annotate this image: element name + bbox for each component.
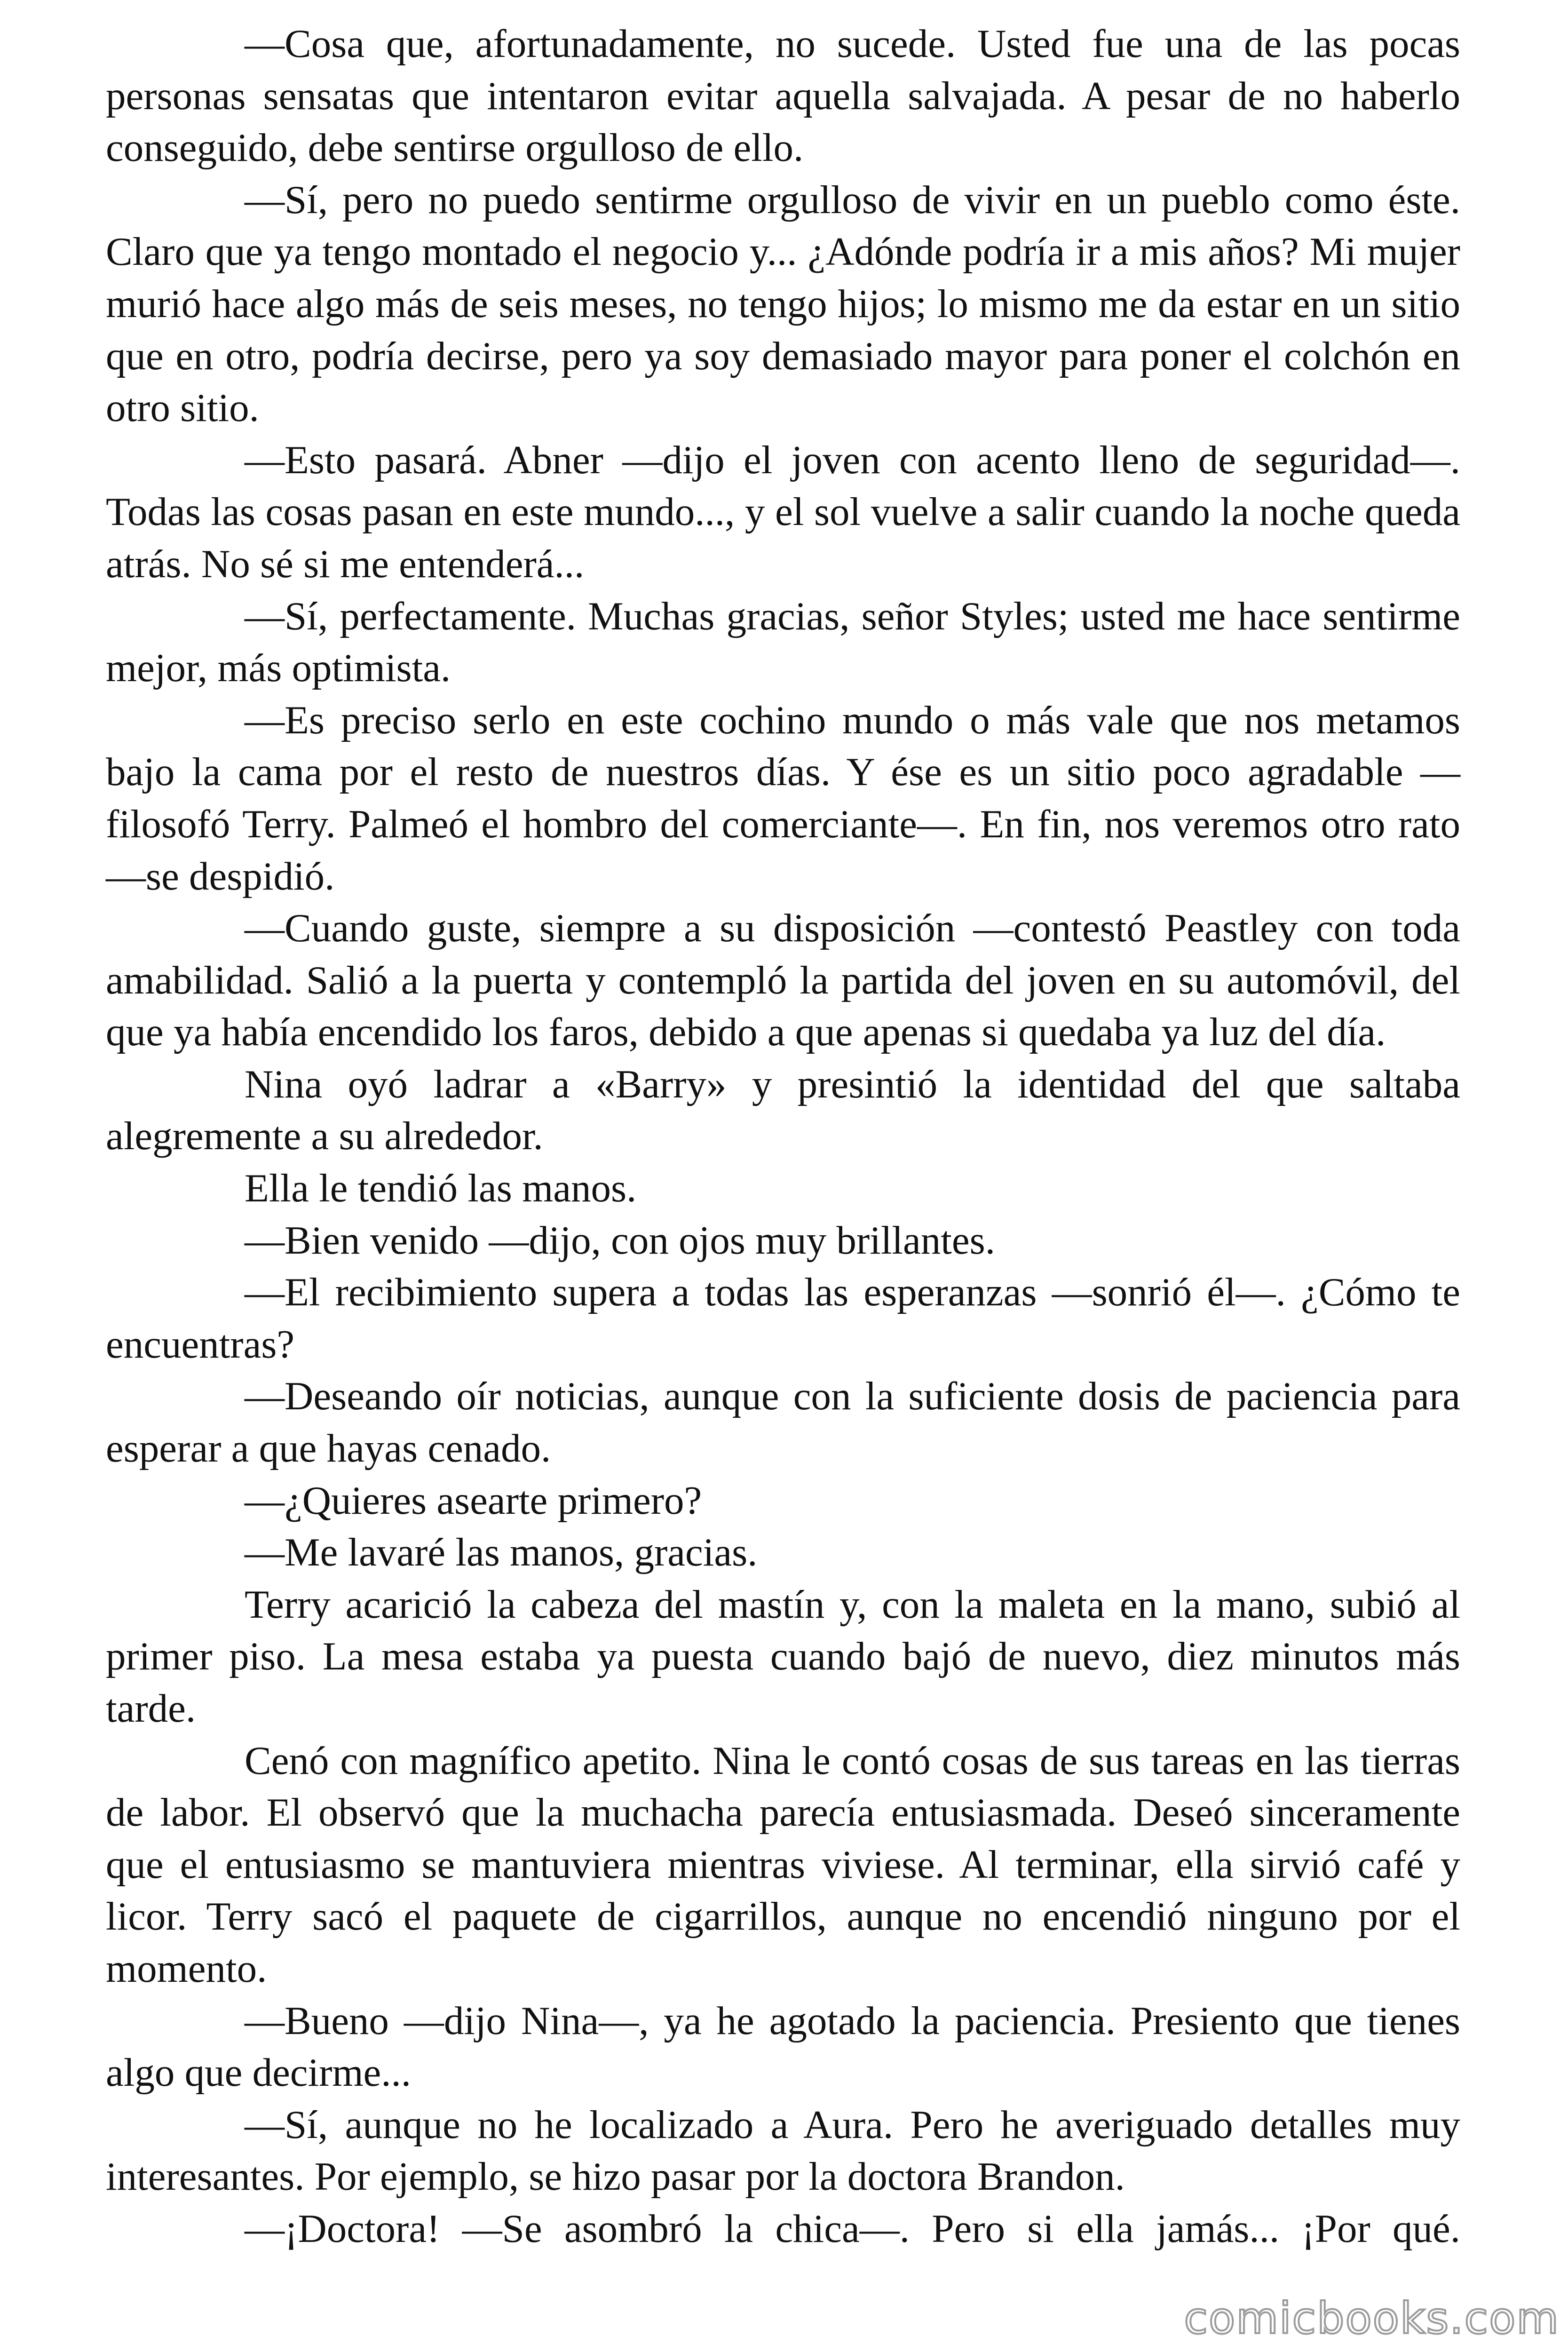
paragraph-11: —Deseando oír noticias, aunque con la suficiente dosis de paciencia para esperar a que hayas cenado. [106, 1374, 1460, 1471]
paragraph-4: —Sí, perfectamente. Muchas gracias, señor Styles; usted me hace sentirme mejor, más optimista. [106, 594, 1460, 691]
paragraph-9: —Bien venido —dijo, con ojos muy brillantes. [245, 1218, 995, 1263]
paragraph-6: —Cuando guste, siempre a su disposición —contestó Peastley con toda amabilidad. Salió a la puerta y contempló la partida del joven en su automóvil, del que ya había encendido los faros, debido a que apenas si quedaba ya luz del día. [106, 906, 1460, 1055]
paragraph-12: —¿Quieres asearte primero? [245, 1478, 702, 1523]
paragraph-15: Cenó con magnífico apetito. Nina le contó cosas de sus tareas en las tierras de labor. El observó que la muchacha parecía entusiasmada. Deseó sinceramente que el entusiasmo se mantuviera mientras viviese. Al terminar, ella sirvió café y licor. Terry sacó el paquete de cigarrillos, aunque no encendió ninguno por el momento. [106, 1738, 1460, 1991]
paragraph-7: Nina oyó ladrar a «Barry» y presintió la identidad del que saltaba alegremente a su alrededor. [106, 1062, 1460, 1159]
paragraph-3: —Esto pasará. Abner —dijo el joven con acento lleno de seguridad—. Todas las cosas pasan en este mundo..., y el sol vuelve a salir cuando la noche queda atrás. No sé si me entenderá... [106, 437, 1460, 586]
paragraph-5: —Es preciso serlo en este cochino mundo o más vale que nos metamos bajo la cama por el resto de nuestros días. Y ése es un sitio poco agradable —filosofó Terry. Palmeó el hombro del comerciante—. En fin, nos veremos otro rato —se despidió. [106, 698, 1460, 898]
paragraph-16: —Bueno —dijo Nina—, ya he agotado la paciencia. Presiento que tienes algo que decirme... [106, 1998, 1460, 2095]
paragraph-18: —¡Doctora! —Se asombró la chica—. Pero si ella jamás... ¡Por qué. [245, 2206, 1460, 2251]
paragraph-14: Terry acarició la cabeza del mastín y, con la maleta en la mano, subió al primer piso. La mesa estaba ya puesta cuando bajó de nuevo, diez minutos más tarde. [106, 1582, 1460, 1731]
paragraph-10: —El recibimiento supera a todas las esperanzas —sonrió él—. ¿Cómo te encuentras? [106, 1270, 1460, 1367]
paragraph-1: —Cosa que, afortunadamente, no sucede. Usted fue una de las pocas personas sensatas que intentaron evitar aquella salvajada. A pesar de no haberlo conseguido, debe sentirse orgulloso de ello. [106, 22, 1460, 170]
paragraph-2: —Sí, pero no puedo sentirme orgulloso de vivir en un pueblo como éste. Claro que ya tengo montado el negocio y... ¿Adónde podría ir a mis años? Mi mujer murió hace algo más de seis meses, no tengo hijos; lo mismo me da estar en un sitio que en otro, podría decirse, pero ya soy demasiado mayor para poner el colchón en otro sitio. [106, 177, 1460, 430]
watermark-logo: comicbooks.com [1184, 2293, 1560, 2344]
paragraph-8: Ella le tendió las manos. [245, 1166, 637, 1211]
paragraph-17: —Sí, aunque no he localizado a Aura. Pero he averiguado detalles muy interesantes. Por ejemplo, se hizo pasar por la doctora Brandon. [106, 2102, 1460, 2199]
book-page-text [106, 18, 1460, 2255]
paragraph-13: —Me lavaré las manos, gracias. [245, 1530, 758, 1575]
